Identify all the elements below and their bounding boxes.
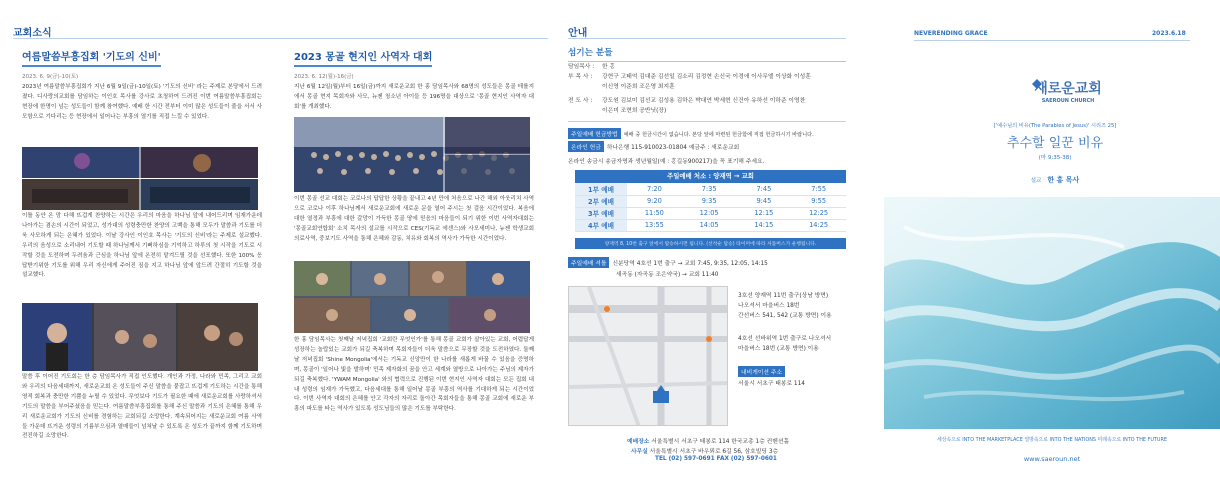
- shuttle-line2: 새곡동 (자곡동 조은약국) → 교회 11:40: [616, 272, 719, 278]
- article1-para3: 말씀 후 이어진 기도회는 한 층 담임목사가 직접 인도했다. 개인과 가정, 나라와 민족, 그리고 교회와 우리의 다음세대까지, 새로운교회 온 성도들이 주신 말씀을 붙잡고 뜨겁게 기도하는 시간을 통해 영적 회복과 충만한 기쁨을 누릴 수 있었다. 무엇보다 기도가 필요한 때에 새로운교회를 사랑하셔서 기도의 말씀을 부어주셨음을 믿는다. 여름말씀부흥집회를 통해 주신 말씀과 기도의 은혜를 통해 우리 새로운교회가 기도의 신비를 경험하는 교회되길 소망한다. 계속되어지는 새로운교회 여름 사역들 가운데 뜨거운 성령의 기름부으심과 열매들이 넘쳐날 수 있도록 온 성도가 끝까지 함께 기도하며 전진하길 소망한다.: [22, 374, 262, 440]
- church-name: 새로운교회: [1034, 81, 1102, 97]
- group-photo: [294, 117, 530, 192]
- online-offering-row: [568, 141, 739, 152]
- schedule-note: 양재역 8, 10번 출구 앞에서 탑승하시면 됩니다. (선착순 탑승) 타이머에 따라 셔틀버스가 운행됩니다.: [575, 238, 846, 249]
- article1-para1: 2023년 여름말씀부흥집회가 지난 6월 9일(금)-10일(토) '기도의 신비' 라는 주제로 본당에서 드려졌다. 디사랑의교회를 담임하는 이인호 목사를 강사로 초청하여 드려진 이번 여름말씀부흥집회는 현장에 한명이 넘는 성도들이 함께 참여했다. 예배 한 시간 전부터 이미 많은 성도들이 줄을 서서 사모함으로 기다리는 등 현장에서 일어나는 부흥의 열기를 직접 느낄 수 있었다.: [22, 84, 262, 120]
- church-website[interactable]: www.saeroun.net: [1023, 455, 1081, 463]
- schedule-row: 1부 예배 7:20 7:35 7:45 7:55: [575, 183, 846, 195]
- prayer-photo-image: [22, 303, 258, 371]
- station-marker-icon: [706, 336, 712, 342]
- staff-row: 이신영 이준희 조은영 최지훈: [602, 84, 675, 90]
- sea-wave-drawing: [884, 197, 1220, 429]
- sermon-series: ['예수님의 비유(The Parables of Jesus)' 시리즈 25]: [993, 123, 1117, 129]
- schedule-row: 2부 예배 9:20 9:35 9:45 9:55: [575, 195, 846, 207]
- ministry-photo-image: [294, 261, 530, 333]
- news-section-title: 교회소식: [13, 28, 52, 39]
- info-divider: [568, 38, 846, 39]
- article1-date: 2023. 6. 9(금)-10(토): [22, 74, 79, 80]
- preacher: 설교 한 홍 목사: [1030, 176, 1080, 184]
- navi-row: [738, 366, 788, 377]
- location-map: [568, 286, 728, 426]
- shuttle-line1: 신분당역 4호선 1번 출구 → 교회 7:45, 9:35, 12:05, 14:15: [612, 261, 768, 267]
- offering-row: [568, 128, 814, 139]
- church-marker-icon: [653, 391, 669, 403]
- station-marker-icon: [604, 306, 610, 312]
- staff-row: 부 목 사 : 강현구 고태억 김대준 김선일 김소리 김정현 손신국 이경애 이사무엘 이상화 이성훈: [568, 74, 811, 80]
- direction-line: 4호선 선바위역 1번 출구로 나오셔서: [738, 336, 832, 342]
- article2-para3: 한 홍 담임목사는 첫째날 저녁집회 '교회란 무엇인가'를 통해 몽골 교회가 살아있는 교회, 어렵답게 성장하는 놀랍있는 교회가 되길 축복하며 목회자들이 더욱 말씀으로 무장할 것을 도전하였다. 둘째날 저녁집회 'Shine Mongolia'에서는 기독교 신앙만이 한 나라를 새롭게 바꿀 수 있음을 증명하며, 몽골이 '일어나 빛을 발하며' 민족 제자화의 꿈을 안고 세계와 열방으로 나아가는 주님의 제자가 되길 축복했다. 'YWAM Mongolia' 와의 협력으로 진행된 이번 현지인 사역자 대회는 모든 집회 내내 성령의 임재가 가득했고, 다음세대를 통해 일어날 몽골 부흥의 역사를 기대하게 되는 시간이었다. 이번 사역자 대회의 은혜를 안고 각자의 자리로 돌아간 목회자들을 통해 몽골 교회에 새로운 부흥의 파도를 타는 역사가 있도록 성도님들의 많은 기도를 부탁한다.: [294, 337, 534, 413]
- shuttle-tag: 주일예배 셔틀: [568, 257, 609, 268]
- cover-tagline: NEVERENDING GRACE: [914, 30, 988, 37]
- sermon-title: 추수할 일꾼 비유: [1006, 136, 1104, 151]
- online-note: 온라인 송금시 송금자명과 생년월일(예 : 홍길동900217)을 꼭 표기해 주세요.: [568, 159, 765, 165]
- group-photo-image: [294, 117, 530, 192]
- sermon-scripture: (마 9:35-38): [1038, 155, 1072, 161]
- shuttle-row: [568, 257, 768, 268]
- schedule-row: 4부 예배 13:55 14:05 14:15 14:25: [575, 219, 846, 231]
- sea-wave-image: [884, 197, 1220, 429]
- contact-numbers: TEL (02) 597-0691 FAX (02) 597-0601: [655, 456, 777, 462]
- worship-address: 예배장소 서울특별시 서초구 태봉로 114 한국교총 1층 컨벤션홀: [627, 439, 790, 445]
- article2-para1: 지난 6월 12일(월)부터 16일(금)까지 새로운교회 한 홍 담임목사와 68명의 성도들은 몽골 테를지에서 몽골 현지 목회자와 사모, 뉴젠 청소년 아이들 등 196명을 대상으로 '몽골 현지인 사역자 대회'를 개최했다.: [294, 84, 534, 110]
- church-motto: 세상속으로 INTO THE MARKETPLACE 열방속으로 INTO THE NATIONS 미래속으로 INTO THE FUTURE: [937, 437, 1167, 443]
- direction-line: 마을버스 18번 (교통 방면) 이용: [738, 346, 819, 352]
- article2-para2: 이번 몽골 선교 대회는 코로나의 답답한 상황을 끝내고 4년 만에 처음으로 나간 해외 아웃리치 사역으로 코로나 이후 하나님께서 새로운교회에 새로운 문을 열어 주시는 첫 걸음 시간이었다. 복음에 대한 열정과 부흥에 대한 갈망이 가득한 몽골 땅에 믿음의 마음들이 되기 위한 이번 사역자대회는 '몽골교회연합회' 소치 목사의 설교를 시작으로 CES(기독교 에센스)와 사모세미나, 뉴젠 학생교회 의료사역, 중보기도 사역을 통해 은혜와 감동, 치유와 회복의 역사가 가득한 시간이었다.: [294, 196, 534, 242]
- article2-title: 2023 몽골 현지인 사역자 대회: [294, 48, 432, 67]
- offering-tag: 주일예배 헌금방법: [568, 128, 621, 139]
- direction-line: 간선버스 541, 542 (교통 방면) 이용: [738, 313, 832, 319]
- map-drawing: [569, 287, 728, 426]
- ministry-photo: [294, 261, 530, 333]
- article1-para2: 이틀 동안 온 맘 다해 뜨겁게 찬양하는 시간은 우리의 마음을 하나님 앞에 내어드리며 임재가운데 나아가는 겸손의 시간이 되었고, 성가대의 성령충만한 찬양의 고백을 통해 모두가 말씀과 기도를 더욱 사모하게 되는 은혜가 있었다. 이날 강사인 이인호 목사는 '기도의 신비'라는 주제로 설교했다. 우리의 음성으로 소리내어 기도할 때 하나님께서 기뻐하심을 기억하고 하루의 첫 시작을 기도로 시작할 것을 도전하며 두려움과 근심을 하나님 앞에 온전히 맡겨드릴 것을 선포했다. 또한 100% 응답받기위한 기도를 위해 우리 자신에게 주어진 짐을 지고 하나님 앞에 앞드려 간절히 기도할 것을 설교했다.: [22, 213, 262, 279]
- church-name-en: SAEROUN CHURCH: [1041, 98, 1095, 104]
- info-section-title: 안내: [568, 28, 588, 39]
- office-address: 사무실 서울특별시 서초구 바우뫼로 6길 56, 삼호빌딩 3층: [631, 449, 779, 455]
- navi-address: 서울시 서초구 태봉로 114: [738, 381, 805, 387]
- online-text: 하나은행 115-910023-01804 예금주 : 새로운교회: [606, 145, 740, 151]
- cover-date: 2023.6.18: [1152, 30, 1186, 37]
- schedule-title: 주일예배 처소 : 양재역 → 교회: [575, 170, 846, 183]
- direction-line: 나오셔서 마을버스 18번: [738, 303, 800, 309]
- article1-title: 여름말씀부흥집회 '기도의 신비': [22, 48, 161, 67]
- offering-text: 예배 중 헌금시간이 없습니다. 본당 앞에 마련된 헌금함에 직접 헌금하시기 바랍니다.: [623, 132, 814, 138]
- info-divider: [568, 121, 846, 122]
- serve-title: 섬기는 분들: [568, 46, 846, 62]
- news-divider: [13, 38, 548, 39]
- worship-photo-image: [22, 147, 258, 210]
- staff-row: 이은미 조현희 공반닛(장): [602, 108, 667, 114]
- direction-line: 3호선 양재역 11번 출구(상남 방면): [738, 293, 829, 299]
- staff-row: 담임목사 : 한 홍: [568, 64, 616, 70]
- staff-row: 전 도 사 : 강도원 김보미 김선교 김성용 김하은 박대연 박세현 신건아 유하선 이하준 이영찬: [568, 98, 806, 104]
- cover-divider: [914, 40, 1190, 41]
- navi-tag: 내비게이션 주소: [738, 366, 785, 377]
- worship-photo: [22, 147, 258, 210]
- article2-date: 2023. 6. 12(월)-16(금): [294, 74, 354, 80]
- prayer-photo: [22, 303, 258, 371]
- schedule-table: [575, 183, 846, 232]
- online-tag: 온라인 헌금: [568, 141, 604, 152]
- schedule-row: 3부 예배 11:50 12:05 12:15 12:25: [575, 207, 846, 219]
